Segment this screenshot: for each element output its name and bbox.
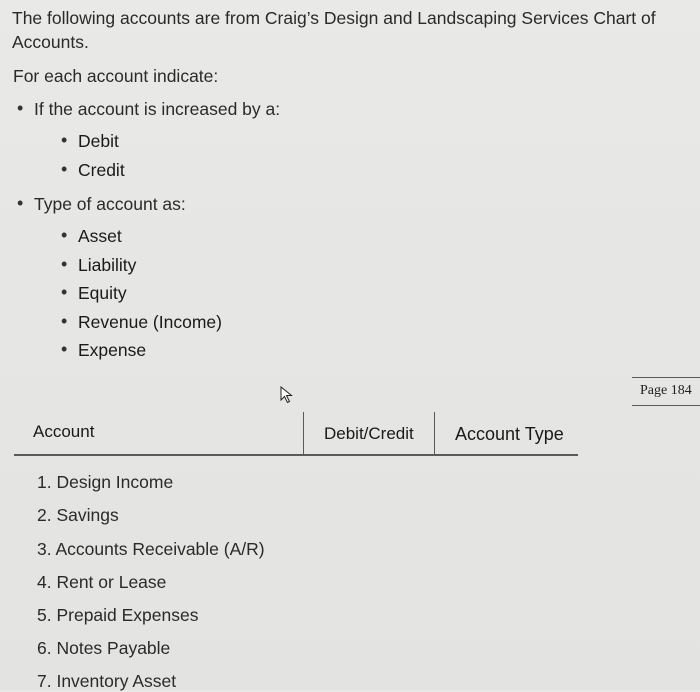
table-row: 7. Inventory Asset [37, 671, 177, 691]
instruction-lead: For each account indicate: [13, 66, 219, 86]
sub-bullet-credit [0, 159, 300, 183]
sub-bullet-revenue [0, 311, 300, 335]
bullet-type [0, 193, 400, 217]
bullet-dot-icon: • [61, 225, 68, 245]
page-number: Page 184 [640, 383, 692, 398]
table-row: 2. Savings [37, 505, 119, 525]
header-account: Account [33, 422, 95, 441]
table-row: 6. Notes Payable [37, 638, 171, 658]
header-account-type: Account Type [455, 424, 564, 444]
header-underline [14, 454, 578, 456]
sub-bullet-asset [0, 225, 300, 249]
bullet-dot-icon: • [61, 254, 68, 274]
page-top-rule [632, 377, 700, 378]
table-row: 4. Rent or Lease [37, 572, 167, 592]
bullet-type-label: Type of account as: [34, 194, 186, 214]
page-bottom-rule [632, 405, 700, 406]
header-debit-credit: Debit/Credit [324, 424, 414, 443]
bullet-dot-icon: • [61, 159, 68, 179]
sub-bullet-expense [0, 339, 300, 363]
table-row: 5. Prepaid Expenses [37, 605, 199, 625]
sub-bullet-label: Liability [78, 255, 137, 275]
sub-bullet-label: Expense [78, 340, 147, 360]
table-row: 3. Accounts Receivable (A/R) [37, 539, 265, 559]
sub-bullet-debit [0, 130, 300, 154]
bullet-dot-icon: • [61, 311, 68, 331]
bullet-dot-icon: • [61, 282, 68, 302]
column-divider [434, 412, 435, 454]
bullet-dot-icon: • [61, 130, 68, 150]
bullet-increase [0, 98, 400, 122]
intro-paragraph: The following accounts are from Craig’s Design and Landscaping Services Chart of Accounts. [12, 8, 656, 52]
sub-bullet-label: Asset [78, 226, 122, 246]
bullet-dot-icon: • [17, 98, 24, 118]
table-row: 1. Design Income [37, 472, 174, 492]
bullet-dot-icon: • [61, 339, 68, 359]
sub-bullet-equity [0, 282, 300, 306]
sub-bullet-label: Equity [78, 283, 127, 303]
sub-bullet-liability [0, 254, 300, 278]
sub-bullet-label: Revenue (Income) [78, 312, 222, 332]
sub-bullet-label: Credit [78, 160, 125, 180]
mouse-pointer-icon [280, 386, 294, 404]
column-divider [303, 412, 304, 454]
bullet-increase-label: If the account is increased by a: [34, 99, 281, 119]
bullet-dot-icon: • [17, 193, 24, 213]
sub-bullet-label: Debit [78, 131, 119, 151]
